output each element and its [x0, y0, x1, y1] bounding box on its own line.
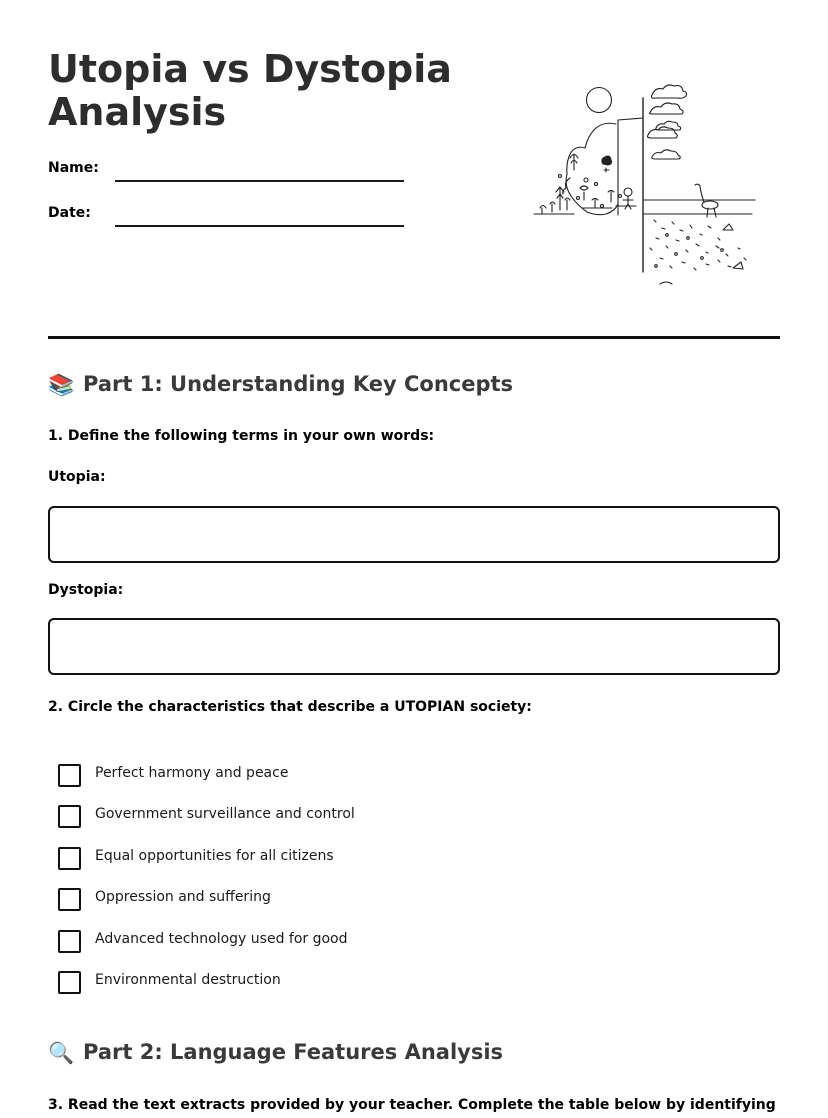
- checklist-item[interactable]: [58, 969, 558, 993]
- dystopia-label: Dystopia:: [48, 582, 124, 598]
- utopia-hill-icon: [534, 123, 636, 214]
- dystopia-ground-icon: [643, 184, 755, 284]
- checkbox[interactable]: [58, 971, 81, 994]
- section-divider: [48, 336, 780, 339]
- name-label: Name:: [48, 160, 99, 176]
- name-field-row: [48, 160, 408, 184]
- books-icon: 📚: [48, 372, 75, 397]
- title-line-2: Analysis: [48, 90, 227, 134]
- checkbox[interactable]: [58, 847, 81, 870]
- name-line[interactable]: [115, 180, 404, 182]
- checkbox-label: Oppression and suffering: [95, 889, 271, 905]
- date-label: Date:: [48, 205, 91, 221]
- date-field-row: [48, 205, 408, 229]
- part1-heading: [48, 372, 513, 398]
- checklist-item[interactable]: [58, 845, 558, 869]
- checklist-item[interactable]: [58, 886, 558, 910]
- checkbox-label: Advanced technology used for good: [95, 931, 348, 947]
- question-1: 1. Define the following terms in your own words:: [48, 428, 435, 444]
- utopia-answer-box[interactable]: [48, 506, 780, 563]
- checklist-item[interactable]: [58, 803, 558, 827]
- question-3: 3. Read the text extracts provided by your teacher. Complete the table below by identifying: [48, 1097, 776, 1113]
- cliff-top: [618, 118, 643, 120]
- title-line-1: Utopia vs Dystopia: [48, 47, 452, 91]
- sun-icon: [587, 88, 612, 113]
- magnifying-glass-icon: 🔍: [48, 1040, 75, 1065]
- worksheet-title: [48, 48, 468, 134]
- checkbox[interactable]: [58, 764, 81, 787]
- checkbox[interactable]: [58, 888, 81, 911]
- date-line[interactable]: [115, 225, 404, 227]
- checkbox[interactable]: [58, 930, 81, 953]
- dystopia-answer-box[interactable]: [48, 618, 780, 675]
- utopia-label: Utopia:: [48, 469, 106, 485]
- question-2: 2. Circle the characteristics that describe a UTOPIAN society:: [48, 699, 532, 715]
- checkbox-label: Government surveillance and control: [95, 806, 355, 822]
- checklist-item[interactable]: [58, 928, 558, 952]
- part2-heading: [48, 1040, 503, 1066]
- checkbox-label: Perfect harmony and peace: [95, 765, 289, 781]
- checkbox-label: Equal opportunities for all citizens: [95, 848, 334, 864]
- part2-heading-text: Part 2: Language Features Analysis: [83, 1040, 504, 1064]
- utopia-dystopia-illustration: [530, 80, 760, 290]
- part1-heading-text: Part 1: Understanding Key Concepts: [83, 372, 514, 396]
- checkbox-label: Environmental destruction: [95, 972, 281, 988]
- checkbox[interactable]: [58, 805, 81, 828]
- checklist-item[interactable]: [58, 762, 558, 786]
- clouds-icon: [648, 85, 687, 159]
